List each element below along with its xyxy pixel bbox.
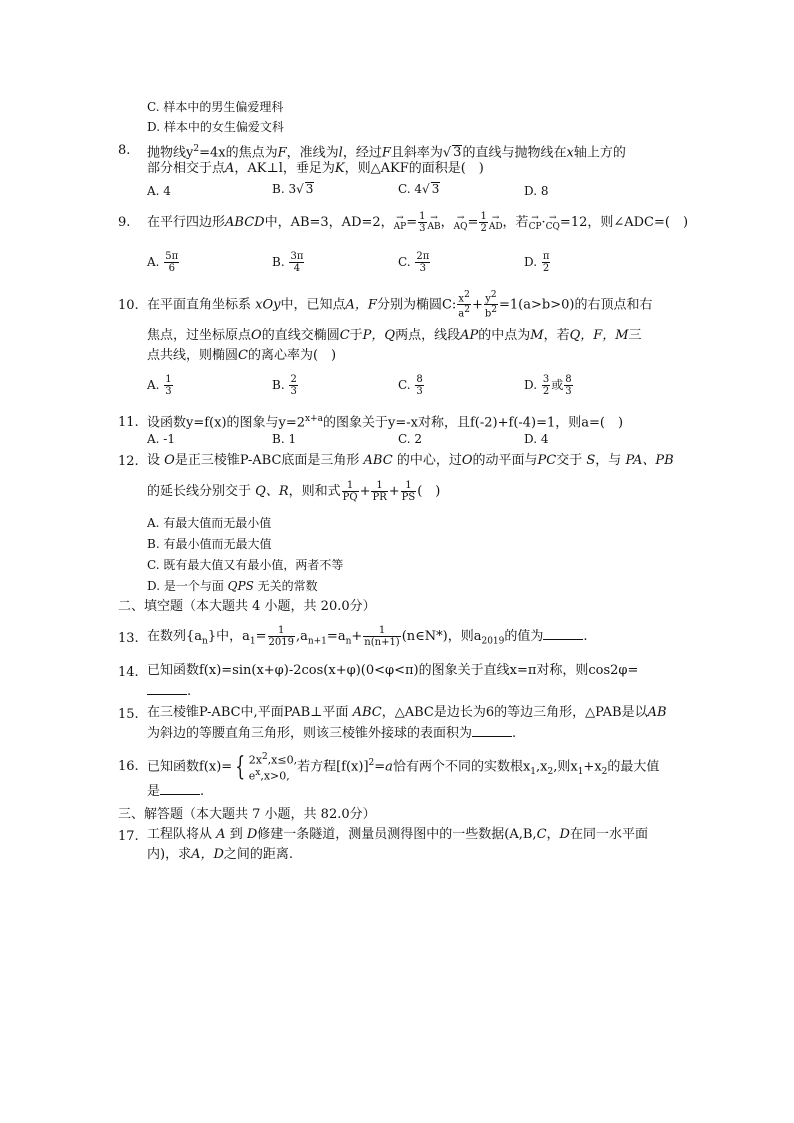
q10-line1: 在平面直角坐标系 xOy中，已知点A，F分别为椭圆C: $\frac{x^2}{a^2}$ + $\frac{y^2}{b^2}$ =1(a>b>0)的右顶点和右 bbox=[147, 290, 653, 320]
section-fill-in-heading: 二、填空题（本大题共 4 小题，共 20.0分） bbox=[118, 599, 376, 614]
q13-line1: 在数列$\{a_n\}$中，$a_1=$ $\frac{1}{2019}$ $,a_{n+1}=a_n+$ $\frac{1}{n(n+1)}$ (n∈N*)，则$a_{2019}$的值为 . bbox=[147, 625, 588, 648]
q14-answer-blank[interactable] bbox=[147, 682, 187, 695]
q7-option-c: C. 样本中的男生偏爱理科 bbox=[147, 100, 284, 114]
q9-number: 9. bbox=[118, 215, 131, 230]
q11-option-b: B. 1 bbox=[272, 432, 297, 446]
q12-line2: 的延长线分别交于 Q、R，则和式 $\frac{1}{PQ}$ + $\frac{1}{PR}$ + $\frac{1}{PS}$ ( ) bbox=[147, 480, 441, 503]
q12-line1: 设 O是正三棱锥P-ABC底面是三角形 ABC 的中心，过O的动平面与PC交于 S，与 PA、PB bbox=[147, 453, 674, 468]
q15-line1: 在三棱锥P-ABC中,平面PAB⊥平面 ABC，△ABC是边长为6的等边三角形，△PAB是以AB bbox=[147, 705, 667, 720]
q12-option-b: B. 有最小值而无最大值 bbox=[147, 537, 272, 551]
q10-line2: 焦点，过坐标原点O的直线交椭圆C于P，Q两点，线段AP的中点为M，若Q，F，M三 bbox=[147, 328, 642, 343]
q16-answer-blank[interactable] bbox=[160, 782, 200, 795]
q11-number: 11. bbox=[118, 415, 139, 430]
q13-answer-blank[interactable] bbox=[543, 627, 583, 640]
q10-number: 10. bbox=[118, 298, 139, 313]
q8-option-b: B. 3√ 3 bbox=[272, 182, 314, 196]
q15-line2: 为斜边的等腰直角三角形，则该三棱锥外接球的表面积为 . bbox=[147, 726, 517, 741]
q15-answer-blank[interactable] bbox=[472, 724, 512, 737]
q17-line1: 工程队将从 A 到 D修建一条隧道，测量员测得图中的一些数据(A,B,C，D在同一水平面 bbox=[147, 827, 648, 842]
q14-line1: 已知函数f(x)=sin(x+φ)-2cos(x+φ)(0<φ<π)的图象关于直线x=π对称，则cos2φ= bbox=[147, 663, 639, 678]
q12-option-a: A. 有最大值而无最小值 bbox=[147, 516, 272, 530]
q11-option-c: C. 2 bbox=[398, 432, 423, 446]
q13-number: 13. bbox=[118, 631, 139, 646]
q12-option-d: D. 是一个与面 QPS 无关的常数 bbox=[147, 579, 318, 593]
q9-option-b: B. $\frac{3\pi}{4}$ bbox=[272, 251, 304, 274]
q9-option-c: C. $\frac{2\pi}{3}$ bbox=[398, 251, 430, 274]
q15-number: 15. bbox=[118, 707, 139, 722]
q11-option-a: A. -1 bbox=[147, 432, 175, 446]
q17-line2: 内)，求A，D之间的距离. bbox=[147, 847, 294, 862]
q9-option-d: D. $\frac{\pi}{2}$ bbox=[524, 251, 550, 274]
q8-option-d: D. 8 bbox=[524, 184, 549, 198]
q10-option-d: D. $\frac{3}{2}$ 或 $\frac{8}{3}$ bbox=[524, 374, 572, 397]
q16-number: 16. bbox=[118, 759, 139, 774]
q16-line2: 是 . bbox=[147, 784, 205, 799]
q10-option-a: A. $\frac{1}{3}$ bbox=[147, 374, 172, 397]
q10-option-c: C. $\frac{8}{3}$ bbox=[398, 374, 423, 397]
q8-line2: 部分相交于点A，AK⊥l，垂足为K，则△AKF的面积是( ) bbox=[147, 161, 484, 176]
q10-line3: 点共线，则椭圆C的离心率为( ) bbox=[147, 348, 337, 363]
q7-option-d: D. 样本中的女生偏爱文科 bbox=[147, 120, 284, 134]
q14-number: 14. bbox=[118, 665, 139, 680]
q12-number: 12. bbox=[118, 454, 139, 469]
q17-number: 17. bbox=[118, 829, 139, 844]
q16-line1: 已知函数f(x)= { $2x^2,x\le 0$, $e^x,x>0$, 若方程$[f(x)]^2=a$恰有两个不同的实数根$x_1,x_2$,则$x_1+x_2$的最大值 bbox=[147, 751, 660, 783]
q8-option-c: C. 4√ 3 bbox=[398, 182, 440, 196]
q9-option-a: A. $\frac{5\pi}{6}$ bbox=[147, 251, 179, 274]
q12-option-c: C. 既有最大值又有最小值，两者不等 bbox=[147, 558, 344, 572]
section-solution-heading: 三、解答题（本大题共 7 小题，共 82.0分） bbox=[118, 807, 376, 822]
q14-line2: . bbox=[147, 682, 191, 701]
q9-line1: 在平行四边形ABCD中，AB=3，AD=2， → AP = $\frac{1}{3}$ → AB ， → AQ = $\frac{1}{2}$ → AD ，若 → CP · → CQ =12，则∠ADC=( ) bbox=[147, 211, 689, 234]
q8-line1: 抛物线$y^2=4x$的焦点为F，准线为l，经过F且斜率为√ 3的直线与抛物线在x轴上方的 bbox=[147, 144, 626, 161]
q10-option-b: B. $\frac{2}{3}$ bbox=[272, 374, 297, 397]
q11-line1: 设函数y=f(x)的图象与$y=2^{x+a}$的图象关于y=-x对称，且f(-2)+f(-4)=1，则a=( ) bbox=[147, 414, 624, 431]
q11-option-d: D. 4 bbox=[524, 432, 549, 446]
q8-option-a: A. 4 bbox=[147, 184, 171, 198]
q8-number: 8. bbox=[118, 143, 131, 158]
